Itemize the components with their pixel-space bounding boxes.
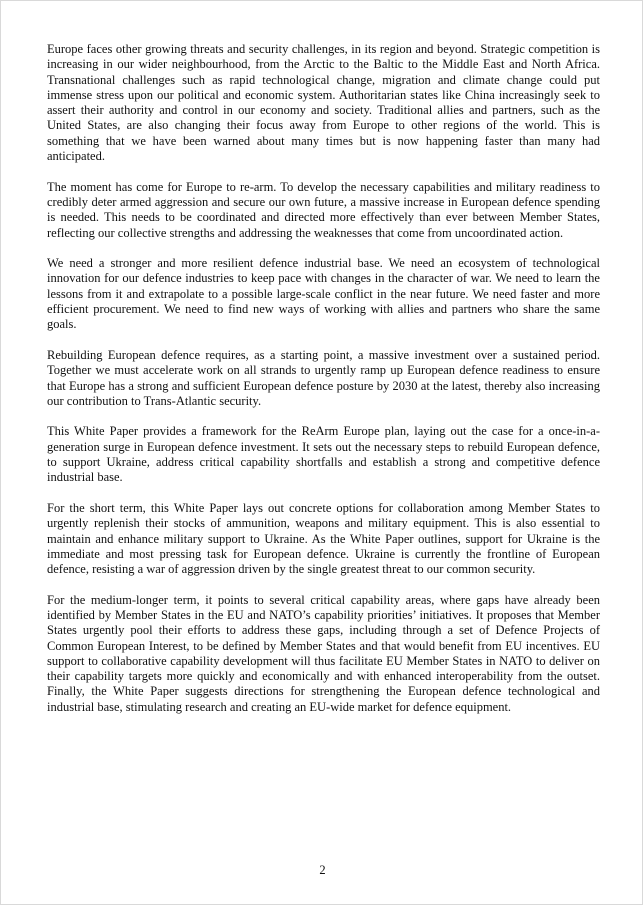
- page-number: 2: [319, 863, 326, 877]
- paragraph-rearm: The moment has come for Europe to re-arm. To develop the necessary capabilities and military readiness to credibly deter armed aggression and secure our own future, a massive increase in European defence spending is needed. This needs to be coordinated and directed more effectively than ever between Member States, reflecting our collective strengths and addressing the weaknesses that come from uncoordinated action.: [47, 179, 600, 240]
- body-text: [47, 42, 600, 730]
- paragraph-framework: This White Paper provides a framework for the ReArm Europe plan, laying out the case for a once-in-a-generation surge in European defence investment. It sets out the necessary steps to rebuild European defence, to support Ukraine, address critical capability shortfalls and establish a strong and competitive defence industrial base.: [47, 424, 600, 485]
- paragraph-investment: Rebuilding European defence requires, as a starting point, a massive investment over a sustained period. Together we must accelerate work on all strands to urgently ramp up European defence readiness to ensure that Europe has a strong and sufficient European defence posture by 2030 at the latest, thereby also increasing our contribution to Trans-Atlantic security.: [47, 347, 600, 408]
- paragraph-industrial-base: We need a stronger and more resilient defence industrial base. We need an ecosystem of technological innovation for our defence industries to keep pace with changes in the character of war. We need to learn the lessons from it and extrapolate to a possible large-scale conflict in the near future. We need faster and more efficient procurement. We need to find new ways of working with allies and partners who share the same goals.: [47, 256, 600, 332]
- paragraph-threats: Europe faces other growing threats and security challenges, in its region and beyond. Strategic competition is increasing in our wider neighbourhood, from the Arctic to the Baltic to the Middle East and North Africa. Transnational challenges such as rapid technological change, migration and climate change could put immense stress upon our political and economic system. Authoritarian states like China increasingly seek to assert their authority and control in our economy and society. Traditional allies and partners, such as the United States, are also changing their focus away from Europe to other regions of the world. This is something that we have been warned about many times but is now happening faster than many had anticipated.: [47, 42, 600, 164]
- paragraph-medium-term: For the medium-longer term, it points to several critical capability areas, where gaps have already been identified by Member States in the EU and NATO’s capability priorities’ initiatives. It proposes that Member States urgently pool their efforts to address these gaps, including through a set of Defence Projects of Common European Interest, to be defined by Member States and that would benefit from EU incentives. EU support to collaborative capability development will thus facilitate EU Member States in NATO to deliver on their capability targets more quickly and economically and with enhanced interoperability from the outset. Finally, the White Paper suggests directions for strengthening the European defence technological and industrial base, stimulating research and creating an EU-wide market for defence equipment.: [47, 592, 600, 714]
- paragraph-short-term: For the short term, this White Paper lays out concrete options for collaboration among Member States to urgently replenish their stocks of ammunition, weapons and military equipment. This is also essential to maintain and enhance military support to Ukraine. As the White Paper outlines, support for Ukraine is the immediate and most pressing task for European defence. Ukraine is currently the frontline of European defence, resisting a war of aggression driven by the single greatest threat to our common security.: [47, 500, 600, 577]
